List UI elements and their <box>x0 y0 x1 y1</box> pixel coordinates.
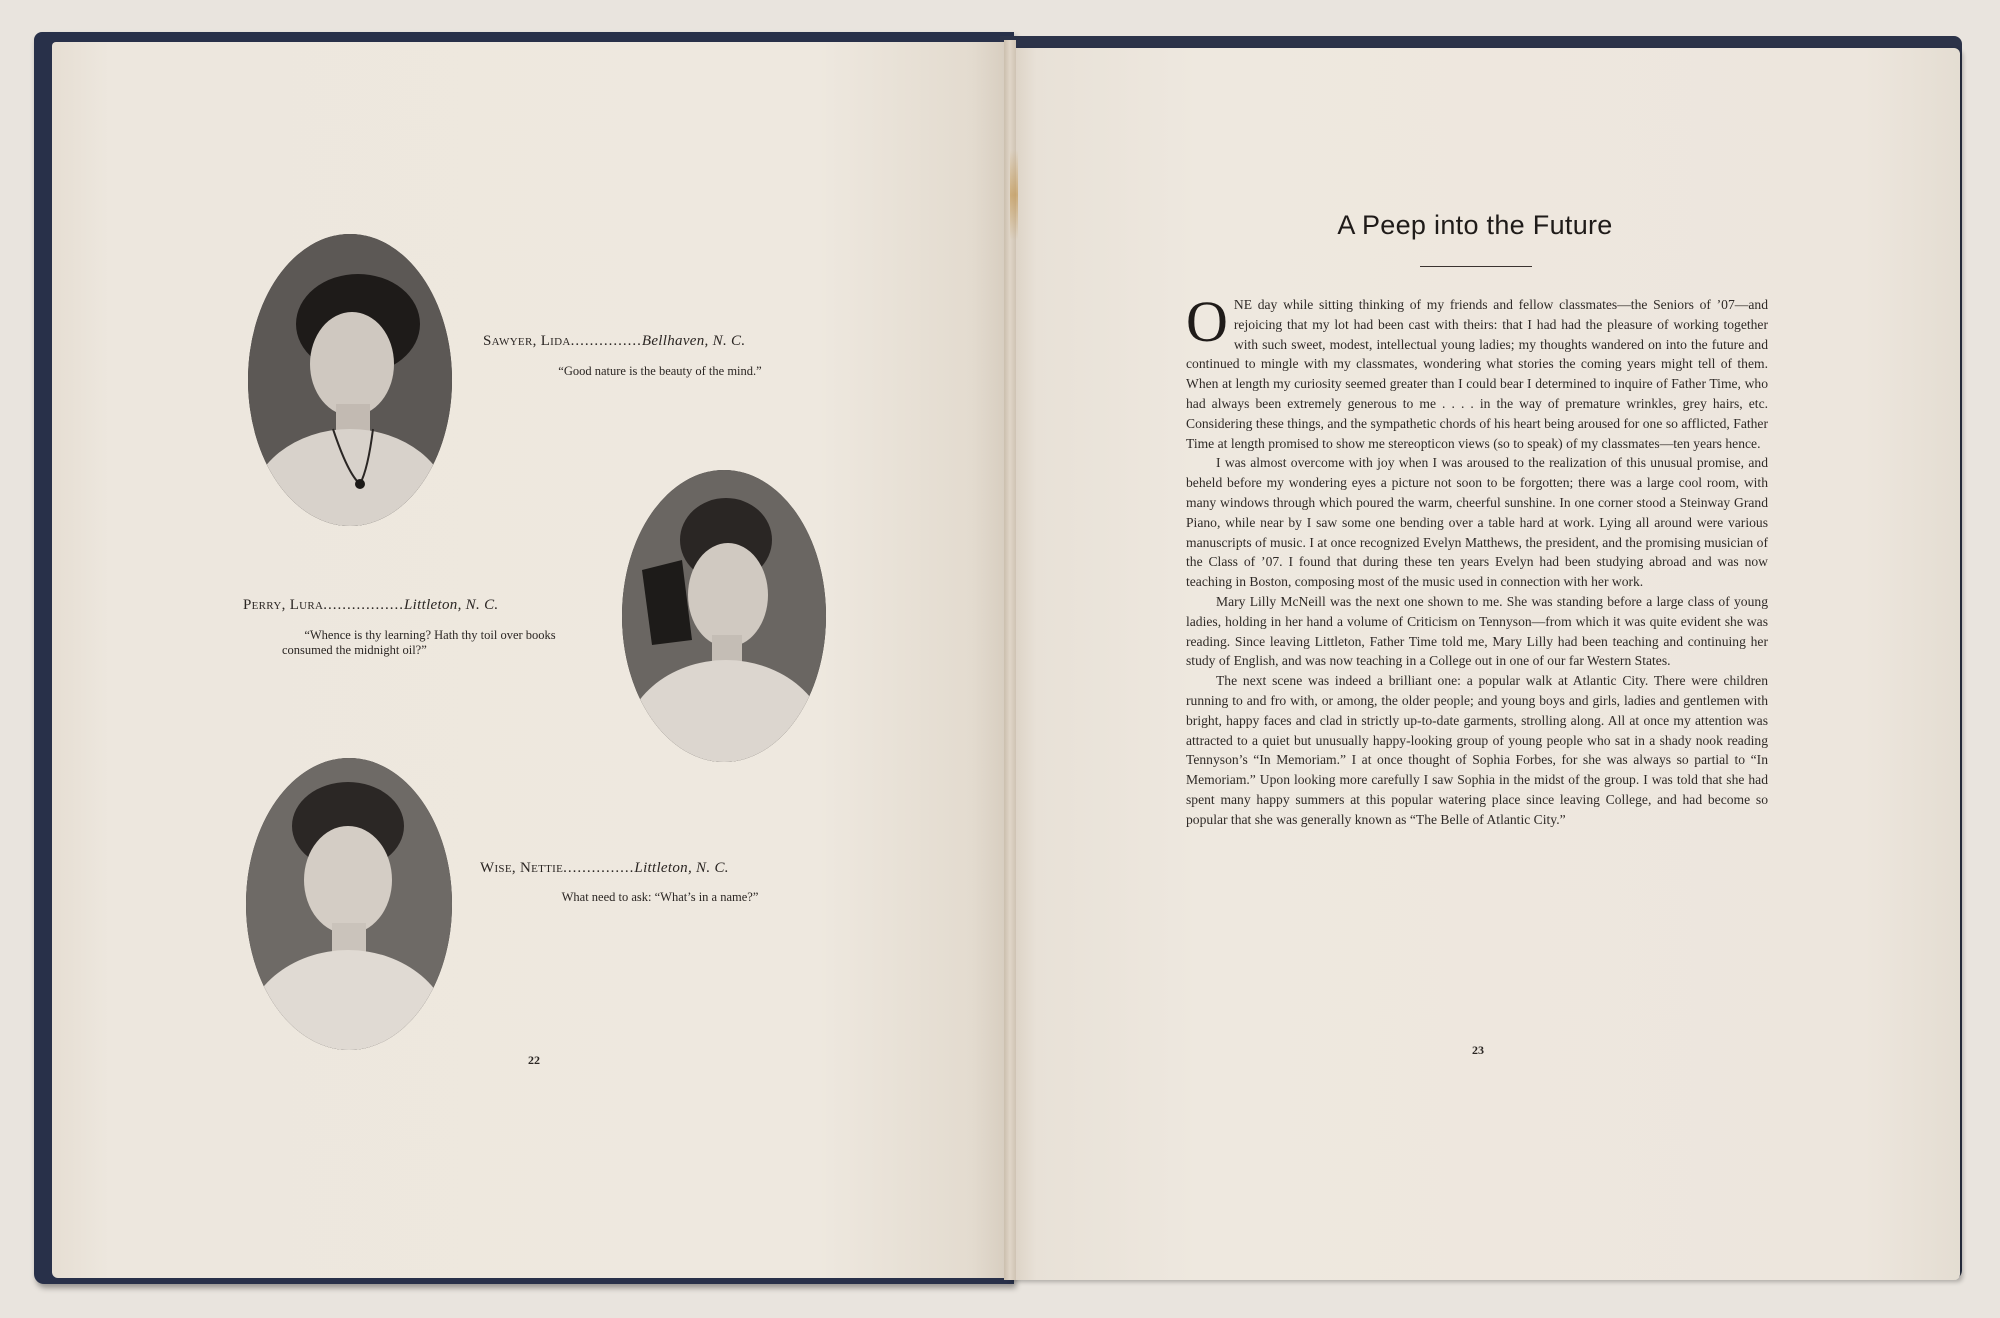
drop-cap: O <box>1186 289 1228 354</box>
portrait-1-image <box>248 234 452 526</box>
article-paragraph-4: The next scene was indeed a brilliant one: a popular walk at Atlantic City. There were children running to and fro with, or among, the older people; and young boys and girls, ladies and gentlemen with bright, happy faces and clad in strictly up-to-date garments, strolling along. All at once my attention was attracted to a quiet but unusually happy-looking group of young people who sat in a shady nook reading Tennyson’s “In Memoriam.” I at once thought of Sophia Forbes, for she was always so partial to “In Memoriam.” Upon looking more carefully I saw Sophia in the midst of the group. I was told that she had spent many happy summers at this popular watering place since leaving College, and had become so popular that she was generally known as “The Belle of Atlantic City.” <box>1186 673 1768 827</box>
paragraph-text: day while sitting thinking of my friends and fellow classmates—the Seniors of ’07—and rejoicing that my lot had been cast with theirs: that I had had the pleasure of working together with such sweet, modest, intellectual young ladies; my thoughts wandered on into the future and continued to mingle with my classmates, wondering what stories the coming years might tell of them. When at length my curiosity seemed greater than I could bear I determined to inquire of Father Time, who had always been extremely generous to me . . . . in the way of premature wrinkles, grey hairs, etc. Considering these things, and the sympathetic chords of his heart being aroused for one so afflicted, Father Time at length promised to show me stereopticon views (so to speak) of my classmates—ten years hence. <box>1186 297 1768 451</box>
entry-name-wise <box>480 860 729 877</box>
entry-surname: Sawyer, <box>483 333 537 349</box>
portrait-photo-1 <box>248 234 452 526</box>
entry-name-sawyer <box>483 333 745 350</box>
entry-given: Lura <box>289 597 324 613</box>
article-paragraph-1 <box>1186 289 1768 453</box>
portrait-photo-3 <box>246 758 452 1050</box>
entry-given: Nettie <box>519 860 564 876</box>
entry-dots: ............... <box>563 860 635 876</box>
article-title: A Peep into the Future <box>1337 210 1613 240</box>
entry-surname: Wise, <box>480 860 516 876</box>
entry-quote-line: “Whence is thy learning? Hath thy toil over books <box>304 628 556 642</box>
portrait-2-image <box>622 470 826 762</box>
entry-quote-line: consumed the midnight oil?” <box>282 643 427 657</box>
article-paragraph-2: I was almost overcome with joy when I was aroused to the realization of this unusual promise, and beheld before my wondering eyes a picture not soon to be forgotten; there was a large cool room, with many windows through which poured the warm, cheerful sunshine. In one corner stood a Steinway Grand Piano, while near by I saw some one bending over a table hard at work. Lying all around were various manuscripts of music. I at once recognized Evelyn Matthews, the president, and the promising musician of the Class of ’07. I found that during these ten years Evelyn had been studying abroad and was now teaching in Boston, composing most of the music used in connection with her work. <box>1186 455 1768 590</box>
entry-given: Lida <box>540 333 571 349</box>
page-stain <box>1010 150 1018 240</box>
page-number-left: 22 <box>528 1053 540 1067</box>
entry-name-perry <box>243 597 498 614</box>
entry-place: Littleton, N. C. <box>404 597 499 613</box>
page-number-right: 23 <box>1472 1043 1484 1057</box>
article-paragraph-3: Mary Lilly McNeill was the next one shown to me. She was standing before a large class of young ladies, holding in her hand a volume of Criticism on Tennyson—from which it was quite evident she was reading. Since leaving Littleton, Father Time told me, Mary Lilly had been teaching and continuing her study of English, and was now teaching in a College out in one of our far Western States. <box>1186 593 1768 669</box>
entry-quote-sawyer: “Good nature is the beauty of the mind.” <box>558 364 762 378</box>
entry-dots: ............... <box>570 333 642 349</box>
entry-quote-wise: What need to ask: “What’s in a name?” <box>561 890 759 904</box>
article-body <box>1186 289 1768 830</box>
entry-quote-perry <box>250 628 610 658</box>
entry-place: Littleton, N. C. <box>634 860 729 876</box>
paragraph-start: NE <box>1233 297 1253 312</box>
entry-surname: Perry, <box>243 597 286 613</box>
left-page <box>52 42 1010 1278</box>
entry-dots: ................. <box>323 597 405 613</box>
portrait-photo-2 <box>622 470 826 762</box>
portrait-3-image <box>246 758 452 1050</box>
entry-place: Bellhaven, N. C. <box>641 333 746 349</box>
title-rule <box>1420 266 1532 267</box>
